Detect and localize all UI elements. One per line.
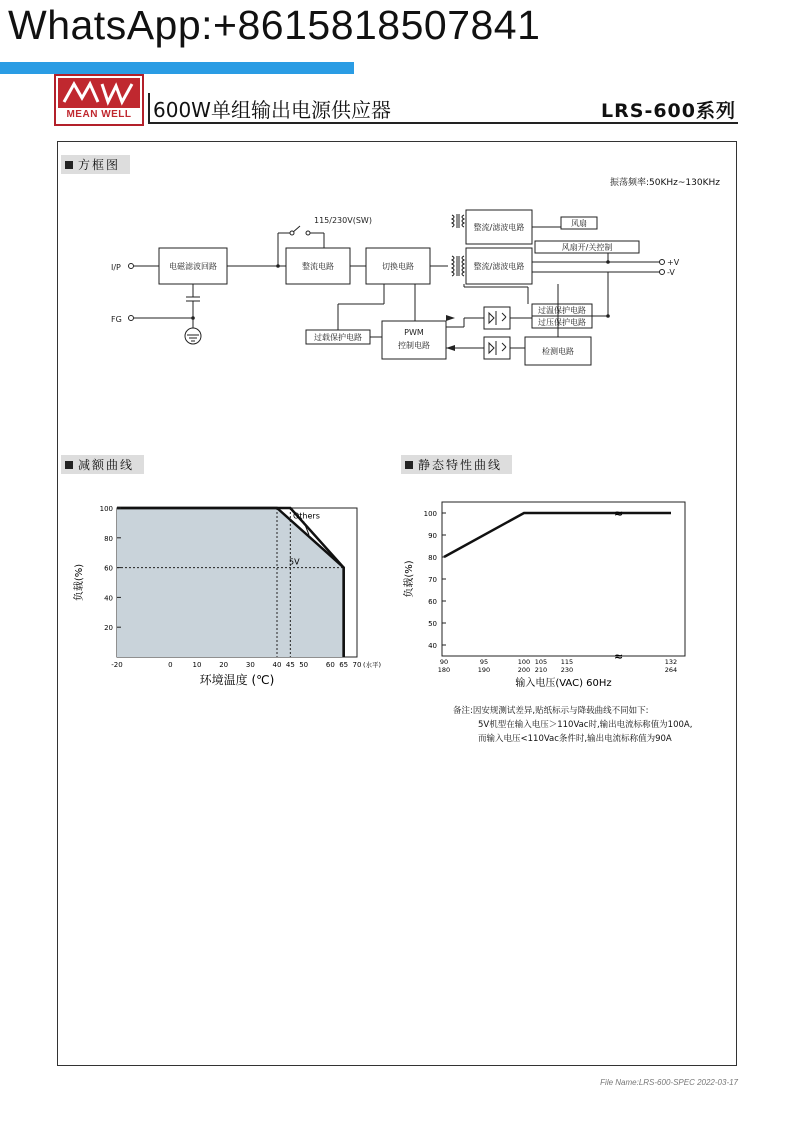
static-plot-area <box>442 502 685 656</box>
x-tick-label: 70 <box>352 661 362 669</box>
x-tick-label-bottom: 180 <box>437 666 451 674</box>
x-tick-label-bottom: 200 <box>517 666 531 674</box>
x-tick-label-bottom: 264 <box>664 666 678 674</box>
series-label-5v: 5V <box>289 557 300 567</box>
y-tick-label: 60 <box>104 564 113 573</box>
series-label-others: Others <box>293 511 320 521</box>
y-tick-label: 70 <box>428 576 437 584</box>
page-title: 600W单组输出电源供应器 <box>153 98 391 122</box>
x-tick-label-top: 95 <box>479 658 489 666</box>
fg-label: FG <box>111 315 122 324</box>
y-axis-title: 负载(%) <box>74 563 85 602</box>
fan-control-label: 风扇开/关控制 <box>561 243 613 252</box>
otp-label: 过温保护电路 <box>538 306 586 315</box>
olp-label: 过载保护电路 <box>314 333 362 342</box>
y-tick-label: 60 <box>428 598 437 606</box>
x-tick-label: 60 <box>325 661 335 669</box>
y-tick-label: 80 <box>104 534 113 543</box>
switch-label: 115/230V(SW) <box>314 216 372 225</box>
oscillation-frequency: 振荡频率:50KHz~130KHz <box>610 178 720 188</box>
note-line-2: 5V机型在输入电压＞110Vac时,输出电流标称值为100A, <box>478 720 693 730</box>
pwm-sub-label: 控制电路 <box>398 341 430 350</box>
x-axis-title: 环境温度 (℃) <box>199 673 275 687</box>
x-tick-label-top: 115 <box>560 658 574 666</box>
x-tick-label-top: 100 <box>517 658 531 666</box>
block-diagram <box>0 0 794 420</box>
fan-label: 风扇 <box>571 219 587 228</box>
switching-label: 切换电路 <box>382 262 414 271</box>
y-tick-label: 20 <box>104 624 113 633</box>
y-tick-label: 50 <box>428 620 437 628</box>
rect-filter-main-label: 整流/滤波电路 <box>473 262 525 271</box>
x-tick-label: 0 <box>168 661 173 669</box>
pwm-label: PWM <box>404 328 424 337</box>
x-tick-label: 50 <box>299 661 309 669</box>
x-tick-label-top: 132 <box>664 658 678 666</box>
rect-filter-top-label: 整流/滤波电路 <box>473 223 525 232</box>
vplus-label: +V <box>667 258 680 267</box>
y-tick-label: 80 <box>428 554 437 562</box>
axis-break-mark: ≈ <box>614 507 624 520</box>
emi-filter-label: 电磁滤波回路 <box>169 262 217 271</box>
ovp-label: 过压保护电路 <box>538 318 586 327</box>
x-tick-label: 10 <box>192 661 202 669</box>
y-axis-title: 负载(%) <box>404 560 415 598</box>
y-tick-label: 100 <box>423 510 437 518</box>
x-tick-label: 40 <box>272 661 282 669</box>
y-tick-label: 40 <box>104 594 113 603</box>
x-unit-label: (水平) <box>363 661 382 669</box>
rectifier-label: 整流电路 <box>302 262 334 271</box>
y-tick-label: 40 <box>428 642 437 650</box>
derating-chart <box>60 490 390 700</box>
axis-break-mark-x: ≈ <box>614 650 624 663</box>
x-axis-title: 输入电压(VAC) 60Hz <box>515 678 612 689</box>
x-tick-label: 20 <box>219 661 229 669</box>
x-tick-label: -20 <box>111 661 123 669</box>
derating-heading: 减额曲线 <box>61 455 144 474</box>
x-tick-label-bottom: 230 <box>560 666 574 674</box>
x-tick-label-top: 105 <box>534 658 548 666</box>
x-tick-label-bottom: 210 <box>534 666 548 674</box>
x-tick-label-top: 90 <box>439 658 449 666</box>
watermark-text: WhatsApp:+8615818507841 <box>8 2 541 48</box>
static-heading: 静态特性曲线 <box>401 455 512 474</box>
x-tick-label: 65 <box>339 661 349 669</box>
x-tick-label: 30 <box>245 661 255 669</box>
note-line-3: 而输入电压<110Vac条件时,输出电流标称值为90A <box>478 734 672 744</box>
static-chart <box>398 490 698 700</box>
series-title: LRS-600系列 <box>601 100 736 122</box>
detection-label: 检测电路 <box>542 347 574 356</box>
y-tick-label: 90 <box>428 532 437 540</box>
note-line-1: 备注:因安规测试差异,贴纸标示与降载曲线不同如下: <box>453 706 649 716</box>
x-tick-label-bottom: 190 <box>477 666 491 674</box>
x-tick-label: 45 <box>285 661 295 669</box>
file-footer: File Name:LRS-600-SPEC 2022-03-17 <box>600 1078 738 1087</box>
y-tick-label: 100 <box>99 505 113 513</box>
vminus-label: -V <box>667 268 675 277</box>
logo-brand: MEAN WELL <box>66 109 132 120</box>
ip-label: I/P <box>111 263 121 272</box>
block-diagram-heading: 方框图 <box>61 155 130 174</box>
